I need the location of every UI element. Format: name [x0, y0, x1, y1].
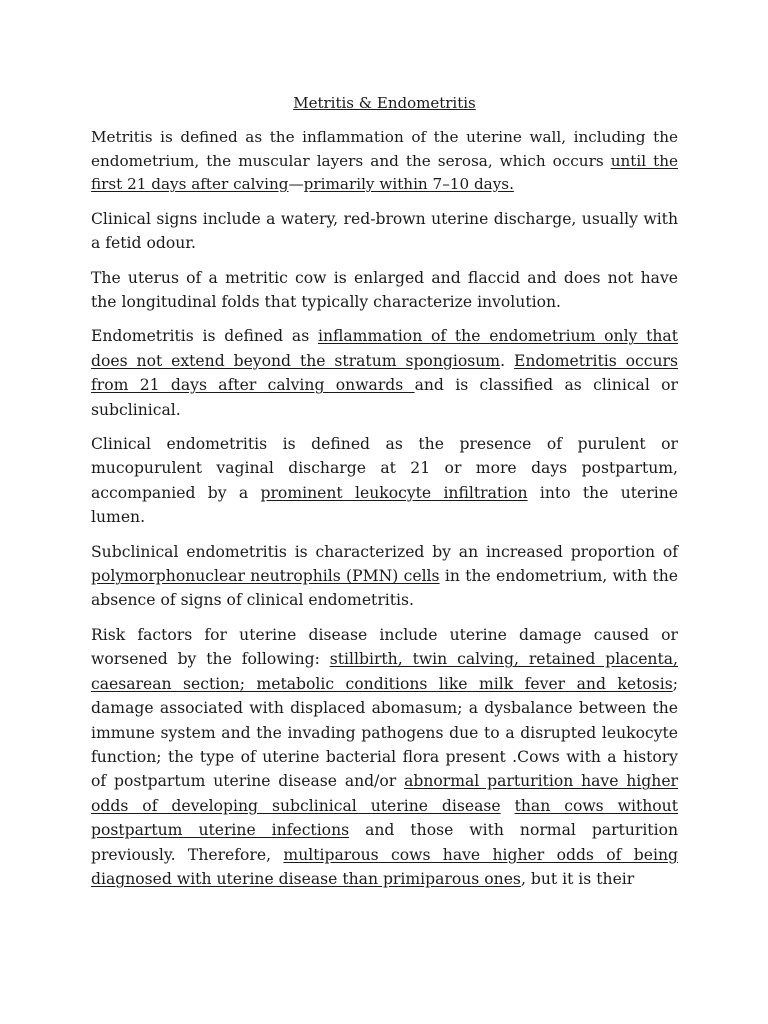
- underlined-text: abnormal parturition have higher odds of developing subclinical uterine disease: [91, 772, 678, 815]
- underlined-text: stillbirth, twin calving, retained placenta, caesarean section; metabolic conditions like milk fever and ketosis: [91, 650, 678, 693]
- text-span: and is classified as clinical or subclinical.: [91, 376, 678, 419]
- paragraph-clinical-endometritis: [91, 432, 678, 530]
- text-span: .: [500, 351, 514, 370]
- underlined-text: than cows without postpartum uterine infections: [91, 796, 678, 840]
- text-span: —: [288, 175, 304, 194]
- text-span: Clinical endometritis is defined as the presence of purulent or mucopurulent vaginal discharge at 21 or more days postpartum, accompanied by a: [91, 435, 678, 502]
- paragraph-metritis-definition: [91, 126, 678, 197]
- document-title: Metritis & Endometritis: [293, 94, 476, 112]
- text-span: [501, 797, 515, 815]
- paragraph-uterus-description: The uterus of a metritic cow is enlarged and flaccid and does not have the longitudinal folds that typically characterize involution.: [91, 268, 678, 311]
- text-span: and those with normal parturition previously. Therefore,: [91, 821, 678, 864]
- text-span: Subclinical endometritis is characterized by an increased proportion of: [91, 542, 678, 561]
- underlined-text: prominent leukocyte infiltration: [260, 483, 528, 502]
- text-span: Endometritis is defined as: [91, 327, 318, 346]
- text-span: into the uterine lumen.: [91, 483, 678, 527]
- text-span: ; damage associated with displaced abomasum; a dysbalance between the immune system and the invading pathogens due to a disrupted leukocyte function; the type of uterine bacterial flora present .Cows with a history of postpartum uterine disease and/or: [91, 674, 678, 791]
- text-span: , but it is their: [520, 869, 635, 888]
- underlined-text: until the first 21 days after calving: [91, 151, 678, 194]
- text-span: Risk factors for uterine disease include uterine damage caused or worsened by the following:: [91, 625, 678, 669]
- underlined-text: Endometritis occurs from 21 days after calving onwards: [91, 351, 679, 395]
- paragraph-risk-factors: [91, 623, 678, 891]
- text-span: in the endometrium, with the absence of signs of clinical endometritis.: [91, 567, 678, 610]
- underlined-text: polymorphonuclear neutrophils (PMN) cells: [91, 567, 440, 586]
- paragraph-clinical-signs: Clinical signs include a watery, red-brown uterine discharge, usually with a fetid odour.: [91, 209, 678, 253]
- text-span: Metritis is defined as the inflammation of the uterine wall, including the endometrium, the muscular layers and the serosa, which occurs: [91, 128, 678, 170]
- underlined-text: inflammation of the endometrium only that does not extend beyond the stratum spongiosum: [91, 327, 678, 370]
- underlined-text: multiparous cows have higher odds of being diagnosed with uterine disease than primiparous ones: [91, 845, 678, 888]
- paragraph-subclinical-endometritis: [91, 540, 678, 613]
- paragraph-endometritis-definition: [91, 324, 678, 422]
- underlined-text: primarily within 7–10 days.: [303, 175, 514, 194]
